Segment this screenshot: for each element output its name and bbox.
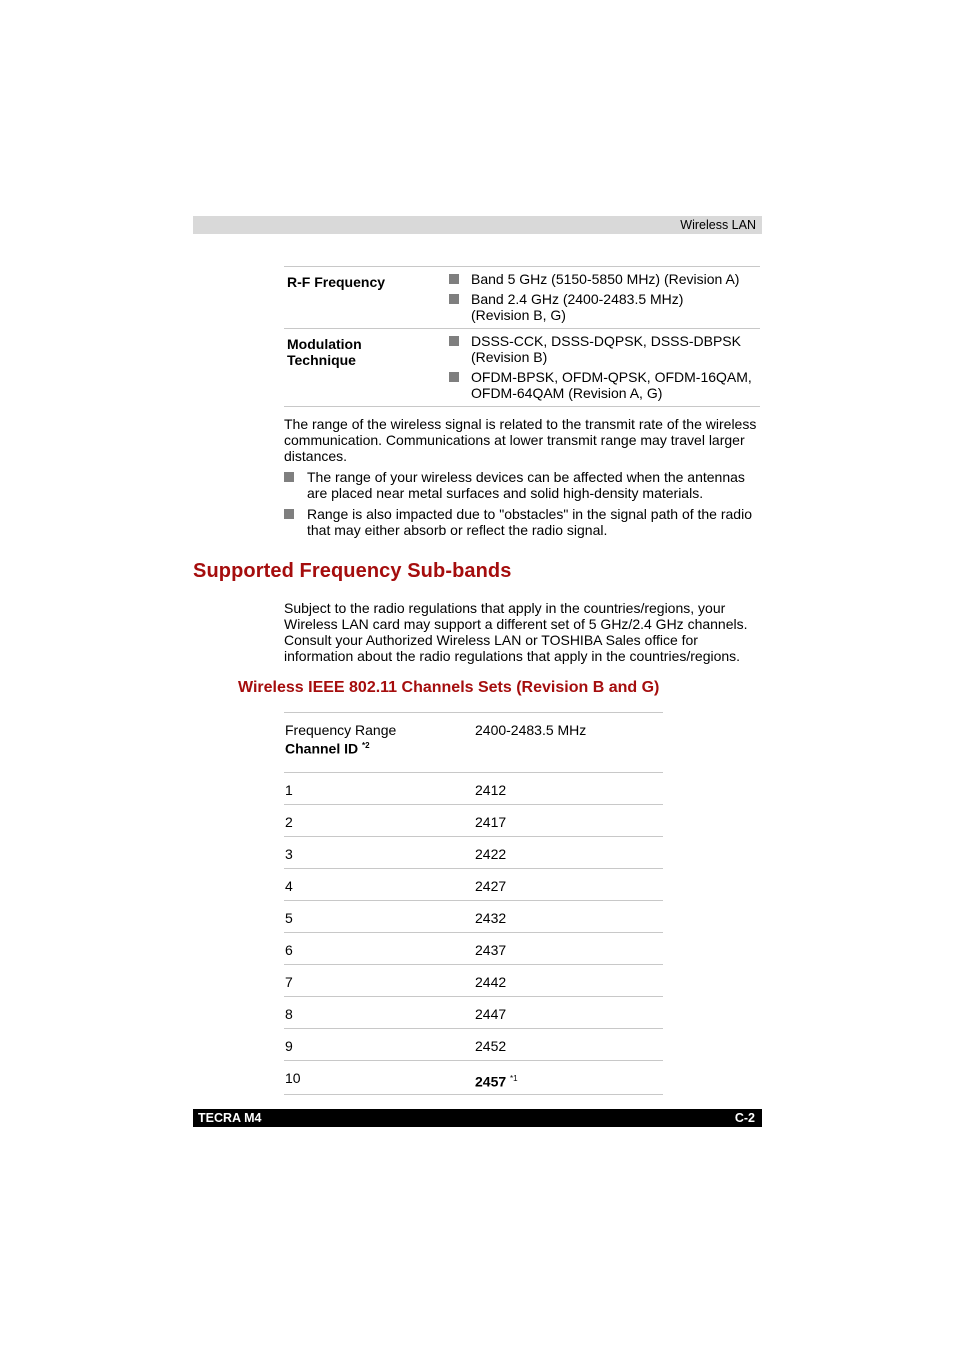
frequency-cell: 2447 bbox=[475, 1006, 507, 1022]
channel-table-header bbox=[284, 713, 663, 773]
range-bullet-list bbox=[282, 469, 762, 543]
table-row bbox=[284, 773, 663, 805]
table-row bbox=[284, 869, 663, 901]
table-row bbox=[284, 1061, 663, 1095]
footer-product-name: TECRA M4 bbox=[198, 1111, 262, 1125]
channel-id-label: Channel ID bbox=[285, 740, 359, 757]
page-header-bar bbox=[193, 216, 762, 234]
channel-table bbox=[284, 712, 663, 1095]
channel-id-cell: 4 bbox=[285, 878, 293, 894]
spec-table bbox=[284, 266, 760, 407]
spec-label: R-F Frequency bbox=[287, 274, 386, 290]
frequency-cell: 2412 bbox=[475, 782, 507, 798]
square-bullet-icon bbox=[284, 509, 294, 519]
spec-bullet-item: OFDM-BPSK, OFDM-QPSK, OFDM-16QAM, OFDM-64QAM (Revision A, G) bbox=[447, 369, 760, 401]
list-item: Range is also impacted due to "obstacles" in the signal path of the radio that may either absorb or reflect the radio signal. bbox=[282, 506, 762, 538]
channel-id-cell: 6 bbox=[285, 942, 293, 958]
frequency-cell: 2422 bbox=[475, 846, 507, 862]
square-bullet-icon bbox=[284, 472, 294, 482]
table-row bbox=[284, 965, 663, 997]
square-bullet-icon bbox=[449, 294, 459, 304]
frequency-cell: 2427 bbox=[475, 878, 507, 894]
frequency-cell: 2442 bbox=[475, 974, 507, 990]
channel-id-cell: 3 bbox=[285, 846, 293, 862]
frequency-cell: 2457 $^{*1}$ bbox=[475, 1073, 518, 1090]
square-bullet-icon bbox=[449, 372, 459, 382]
channel-id-cell: 2 bbox=[285, 814, 293, 830]
channel-id-cell: 1 bbox=[285, 782, 293, 798]
spec-row-modulation bbox=[284, 329, 760, 407]
section-paragraph: Subject to the radio regulations that apply in the countries/regions, your Wireless LAN card may support a different set of 5 GHz/2.4 GHz channels. Consult your Authorized Wireless LAN or TOSHIBA Sales office for information about the radio regulations that apply in the countries/regions. bbox=[284, 600, 748, 664]
footnote-marker: *1 bbox=[510, 1074, 518, 1083]
frequency-cell: 2452 bbox=[475, 1038, 507, 1054]
section-heading: Supported Frequency Sub-bands bbox=[193, 560, 512, 582]
table-row bbox=[284, 805, 663, 837]
spec-bullet-item: Band 2.4 GHz (2400-2483.5 MHz) (Revision B, G) bbox=[447, 291, 760, 323]
square-bullet-icon bbox=[449, 274, 459, 284]
footer-page-number: C-2 bbox=[734, 1111, 755, 1125]
channel-id-cell: 8 bbox=[285, 1006, 293, 1022]
page-footer-bar bbox=[193, 1109, 762, 1127]
header-title: Wireless LAN bbox=[680, 218, 756, 232]
table-row bbox=[284, 837, 663, 869]
spec-bullet-item: DSSS-CCK, DSSS-DQPSK, DSSS-DBPSK (Revision B) bbox=[447, 333, 760, 365]
range-paragraph: The range of the wireless signal is related to the transmit rate of the wireless communication. Communications at lower transmit range may travel larger distances. bbox=[284, 416, 757, 464]
range-value: 2400-2483.5 MHz bbox=[475, 722, 587, 738]
frequency-cell: 2417 bbox=[475, 814, 507, 830]
spec-label: Modulation Technique bbox=[287, 336, 362, 368]
table-row bbox=[284, 997, 663, 1029]
frequency-cell: 2437 bbox=[475, 942, 507, 958]
channel-id-cell: 5 bbox=[285, 910, 293, 926]
footnote-marker: *2 bbox=[362, 741, 370, 750]
channel-id-cell: 10 bbox=[285, 1070, 301, 1086]
subsection-heading: Wireless IEEE 802.11 Channels Sets (Revision B and G) bbox=[238, 679, 660, 696]
table-row bbox=[284, 1029, 663, 1061]
channel-id-cell: 9 bbox=[285, 1038, 293, 1054]
list-item: The range of your wireless devices can be affected when the antennas are placed near metal surfaces and solid high-density materials. bbox=[282, 469, 762, 501]
channel-id-cell: 7 bbox=[285, 974, 293, 990]
square-bullet-icon bbox=[449, 336, 459, 346]
spec-row-rf-frequency bbox=[284, 267, 760, 329]
freq-range-label: Frequency Range bbox=[285, 722, 397, 738]
spec-bullet-item: Band 5 GHz (5150-5850 MHz) (Revision A) bbox=[447, 271, 760, 287]
table-row bbox=[284, 933, 663, 965]
table-row bbox=[284, 901, 663, 933]
frequency-cell: 2432 bbox=[475, 910, 507, 926]
